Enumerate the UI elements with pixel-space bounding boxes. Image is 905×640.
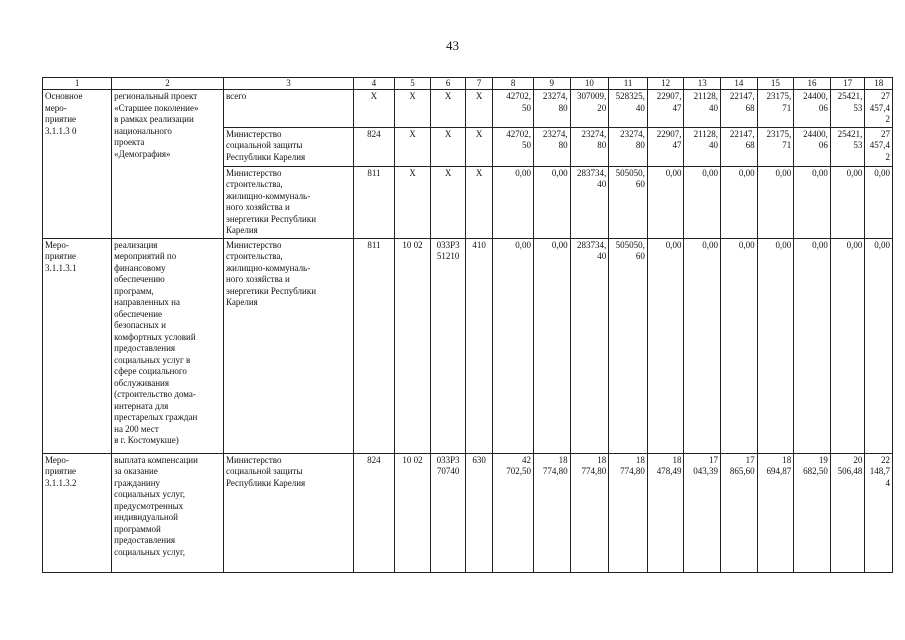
event-code-cell: Меро- приятие 3.1.1.3.1 <box>43 238 112 453</box>
expense-type-cell: X <box>465 127 492 166</box>
executor-cell: Министерство социальной защиты Республики Карелия <box>223 127 353 166</box>
event-code-cell: Меро- приятие 3.1.1.3.2 <box>43 453 112 572</box>
event-name-cell: выплата компенсации за оказание гражданину социальных услуг, предусмотренных индивидуальной программой предоставления социальных услуг, <box>112 453 224 572</box>
column-number-8: 8 <box>493 78 534 90</box>
column-number-3: 3 <box>223 78 353 90</box>
value-cell: 22147, 68 <box>721 127 758 166</box>
column-number-15: 15 <box>757 78 794 90</box>
code-cell: 811 <box>354 166 395 238</box>
value-cell: 27 457,42 <box>865 90 893 128</box>
value-cell: 25421, 53 <box>830 127 865 166</box>
target-article-cell: X <box>431 127 466 166</box>
event-name-cell: региональный проект «Старшее поколение» в рамках реализации национального проекта «Демография» <box>112 90 224 239</box>
executor-cell: Министерство строительства, жилищно-коммуналь- ного хозяйства и энергетики Республики Карелия <box>223 238 353 453</box>
value-cell: 22 148,74 <box>865 453 893 572</box>
table-row <box>43 90 893 128</box>
value-cell: 18 774,80 <box>534 453 571 572</box>
table-header-row <box>43 78 893 90</box>
value-cell: 42702, 50 <box>493 127 534 166</box>
executor-cell: Министерство строительства, жилищно-коммуналь- ного хозяйства и энергетики Республики Карелия <box>223 166 353 238</box>
target-article-cell: 033Р3 70740 <box>431 453 466 572</box>
value-cell: 0,00 <box>721 166 758 238</box>
value-cell: 0,00 <box>830 238 865 453</box>
code-cell: 811 <box>354 238 395 453</box>
budget-table <box>42 77 893 573</box>
value-cell: 0,00 <box>830 166 865 238</box>
column-number-5: 5 <box>394 78 431 90</box>
value-cell: 0,00 <box>865 238 893 453</box>
value-cell: 23274, 80 <box>534 127 571 166</box>
expense-type-cell: X <box>465 90 492 128</box>
value-cell: 20 506,48 <box>830 453 865 572</box>
value-cell: 18 774,80 <box>609 453 648 572</box>
table-row <box>43 238 893 453</box>
column-number-4: 4 <box>354 78 395 90</box>
event-code-cell: Основное меро- приятие 3.1.1.3 0 <box>43 90 112 239</box>
value-cell: 27 457,42 <box>865 127 893 166</box>
column-number-18: 18 <box>865 78 893 90</box>
column-number-6: 6 <box>431 78 466 90</box>
value-cell: 22907, 47 <box>647 90 684 128</box>
value-cell: 0,00 <box>534 166 571 238</box>
value-cell: 0,00 <box>493 166 534 238</box>
value-cell: 23274, 80 <box>570 127 609 166</box>
value-cell: 0,00 <box>865 166 893 238</box>
expense-type-cell: 630 <box>465 453 492 572</box>
section-cell: 10 02 <box>394 238 431 453</box>
value-cell: 0,00 <box>757 238 794 453</box>
value-cell: 0,00 <box>647 238 684 453</box>
target-article-cell: 033Р3 51210 <box>431 238 466 453</box>
value-cell: 21128, 40 <box>684 90 721 128</box>
section-cell: X <box>394 90 431 128</box>
value-cell: 283734, 40 <box>570 238 609 453</box>
code-cell: X <box>354 90 395 128</box>
target-article-cell: X <box>431 166 466 238</box>
column-number-12: 12 <box>647 78 684 90</box>
executor-cell: всего <box>223 90 353 128</box>
value-cell: 22147, 68 <box>721 90 758 128</box>
value-cell: 528325, 40 <box>609 90 648 128</box>
value-cell: 18 774,80 <box>570 453 609 572</box>
column-number-14: 14 <box>721 78 758 90</box>
section-cell: X <box>394 127 431 166</box>
executor-cell: Министерство социальной защиты Республики Карелия <box>223 453 353 572</box>
value-cell: 23274, 80 <box>609 127 648 166</box>
column-number-2: 2 <box>112 78 224 90</box>
column-number-10: 10 <box>570 78 609 90</box>
value-cell: 505050, 60 <box>609 166 648 238</box>
expense-type-cell: 410 <box>465 238 492 453</box>
value-cell: 0,00 <box>684 238 721 453</box>
value-cell: 25421, 53 <box>830 90 865 128</box>
target-article-cell: X <box>431 90 466 128</box>
code-cell: 824 <box>354 453 395 572</box>
value-cell: 307009, 20 <box>570 90 609 128</box>
column-number-17: 17 <box>830 78 865 90</box>
value-cell: 283734, 40 <box>570 166 609 238</box>
value-cell: 19 682,50 <box>794 453 831 572</box>
column-number-16: 16 <box>794 78 831 90</box>
value-cell: 42 702,50 <box>493 453 534 572</box>
value-cell: 18 478,49 <box>647 453 684 572</box>
value-cell: 18 694,87 <box>757 453 794 572</box>
value-cell: 0,00 <box>794 238 831 453</box>
column-number-13: 13 <box>684 78 721 90</box>
value-cell: 0,00 <box>684 166 721 238</box>
value-cell: 0,00 <box>721 238 758 453</box>
expense-type-cell: X <box>465 166 492 238</box>
value-cell: 23274, 80 <box>534 90 571 128</box>
column-number-1: 1 <box>43 78 112 90</box>
column-number-11: 11 <box>609 78 648 90</box>
value-cell: 17 865,60 <box>721 453 758 572</box>
column-number-7: 7 <box>465 78 492 90</box>
value-cell: 505050, 60 <box>609 238 648 453</box>
value-cell: 0,00 <box>534 238 571 453</box>
value-cell: 0,00 <box>647 166 684 238</box>
page-number: 43 <box>446 38 459 53</box>
value-cell: 24400, 06 <box>794 127 831 166</box>
section-cell: 10 02 <box>394 453 431 572</box>
value-cell: 24400, 06 <box>794 90 831 128</box>
code-cell: 824 <box>354 127 395 166</box>
value-cell: 0,00 <box>493 238 534 453</box>
column-number-9: 9 <box>534 78 571 90</box>
value-cell: 42702, 50 <box>493 90 534 128</box>
table-row <box>43 453 893 572</box>
value-cell: 0,00 <box>794 166 831 238</box>
value-cell: 23175, 71 <box>757 127 794 166</box>
value-cell: 22907, 47 <box>647 127 684 166</box>
section-cell: X <box>394 166 431 238</box>
value-cell: 0,00 <box>757 166 794 238</box>
value-cell: 23175, 71 <box>757 90 794 128</box>
event-name-cell: реализация мероприятий по финансовому обеспечению программ, направленных на обеспечение безопасных и комфортных условий предоставления социальных услуг в сфере социального обслуживания (строительство дома- интерната для престарелых граждан на 200 мест в г. Костомукше) <box>112 238 224 453</box>
value-cell: 21128, 40 <box>684 127 721 166</box>
value-cell: 17 043,39 <box>684 453 721 572</box>
